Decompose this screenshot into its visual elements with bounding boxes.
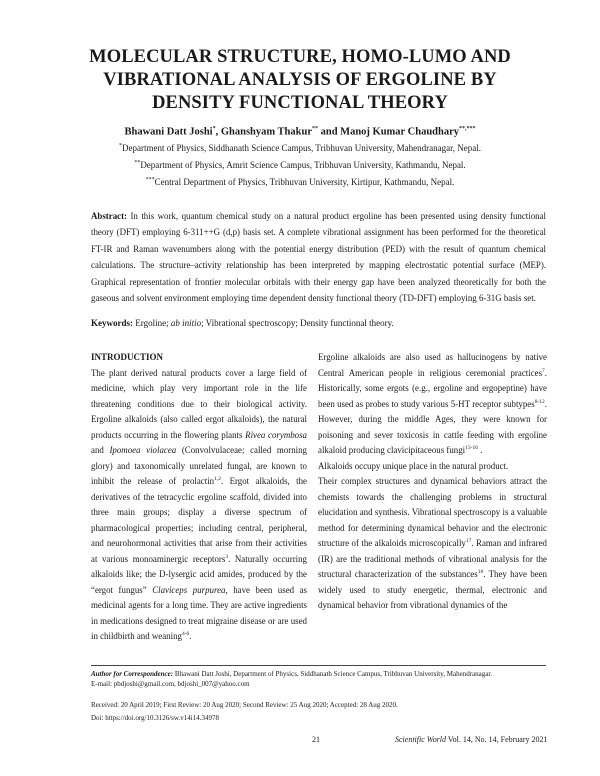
affiliation-mark: **: [134, 160, 141, 166]
correspondence-label: Author for Correspondence:: [91, 670, 174, 678]
affiliation-text: Department of Physics, Siddhanath Science Campus, Tribhuvan University, Mahendranagar, Nepal.: [122, 143, 481, 153]
author-list: [0, 126, 600, 138]
correspondence-note: [91, 670, 551, 679]
column-right: [318, 350, 547, 614]
author-2-mark: **: [311, 126, 318, 132]
correspondence-text: Bhawani Datt Joshi, Department of Physics, Siddhanath Science Campus, Tribhuvan University, Mahendranagar.: [173, 670, 493, 678]
affiliation-text: Department of Physics, Amrit Science Campus, Tribhuvan University, Kathmandu, Nepal.: [140, 160, 466, 170]
affiliation-1: [0, 143, 600, 153]
section-heading: INTRODUCTION: [91, 352, 164, 362]
dates-note: Received: 20 April 2019; First Review: 20 Aug 2020; Second Review: 25 Aug 2020; Accepted: 28 Aug 2020.: [91, 701, 398, 709]
paragraph: Alkaloids occupy unique place in the natural product.: [318, 460, 509, 471]
keywords-label: Keywords:: [91, 318, 133, 328]
author-1-mark: *: [212, 126, 216, 132]
abstract: [91, 208, 546, 306]
page-number: 21: [312, 735, 320, 744]
abstract-label: Abstract:: [91, 211, 127, 221]
affiliation-2: [0, 160, 600, 170]
footnote-divider: [91, 665, 546, 666]
author-separator: and: [317, 126, 341, 138]
affiliation-mark: *: [119, 143, 122, 149]
paragraph: Ergoline alkaloids are also used as hallucinogens by native Central American people in religious ceremonial practices$^7$. Historically, some ergots (e.g., ergoline and ergopeptine) have been used as probes to study various 5-HT receptor subtypes$^{8-12}$. However, during the middle Ages, they were known for poisoning and sever toxicosis in cattle feeding with ergoline alkaloid producing clavicipitaceous fungi$^{13-16}$ .: [318, 352, 547, 455]
keywords-text: ; Vibrational spectroscopy; Density functional theory.: [201, 318, 394, 328]
author-3-mark: **,***: [459, 126, 476, 132]
journal-info: [395, 735, 548, 744]
column-left: [91, 350, 307, 645]
affiliation-mark: ***: [145, 177, 155, 183]
journal-name: Scientific World: [395, 735, 447, 744]
keywords-italic: ab initio: [170, 318, 202, 328]
affiliation-3: [0, 177, 600, 187]
author-separator: ,: [215, 126, 221, 138]
keywords: [91, 318, 546, 328]
paragraph: Their complex structures and dynamical behaviors attract the chemists towards the challenging problems in structural elucidation and synthesis. Vibrational spectroscopy is a valuable method for determining dynamical behavior and the electronic structure of the alkaloids microscopically$^{17}$. Raman and infrared (IR) are the traditional methods of vibrational analysis for the structural characterization of the substances$^{18}$. They have been widely used to study energetic, thermal, electronic and dynamical behavior from vibrational dynamics of the: [318, 476, 547, 610]
journal-issue: Vol. 14, No. 14, February 2021: [446, 735, 548, 744]
doi-note: Doi: https://doi.org/10.3126/sw.v14i14.34978: [91, 714, 219, 722]
paper-title: [60, 46, 540, 115]
title-line-3: DENSITY FUNCTIONAL THEORY: [152, 93, 448, 113]
email-note: E-mail: pbdjoshi@gmail.com, bdjoshi_007@yahoo.com: [91, 680, 250, 688]
affiliation-text: Central Department of Physics, Tribhuvan University, Kirtipur, Kathmandu, Nepal.: [154, 177, 455, 187]
abstract-text: In this work, quantum chemical study on a natural product ergoline has been presented using density functional theory (DFT) employing 6-311++G (d,p) basis set. A complete vibrational assignment has been performed for the theoretical FT-IR and Raman wavenumbers along with the potential energy distribution (PED) with the result of quantum chemical calculations. The structure–activity relationship has been interpreted by mapping electrostatic potential surface (MEP). Graphical representation of frontier molecular orbitals with their energy gap have been analyzed theoretically for both the gaseous and solvent environment employing time dependent density functional theory (TD-DFT) employing 6-31G basis set.: [91, 211, 546, 304]
title-line-2: VIBRATIONAL ANALYSIS OF ERGOLINE BY: [103, 70, 497, 90]
title-line-1: MOLECULAR STRUCTURE, HOMO-LUMO AND: [89, 47, 511, 67]
keywords-text: Ergoline;: [133, 318, 171, 328]
author-2: Ghanshyam Thakur: [220, 126, 312, 138]
author-1: Bhawani Datt Joshi: [124, 126, 213, 138]
author-3: Manoj Kumar Chaudhary: [340, 126, 459, 138]
paragraph: The plant derived natural products cover a large field of medicine, which play very important role in the life threatening conditions due to their biological activity. Ergoline alkaloids (also called ergot alkaloids), the natural products occurring in the flowering plants Rivea corymbosa and Ipomoea violacea (Convolvulaceae; called morning glory) and taxonomically unrelated fungal, are known to inhibit the release of prolactin$^{1,2}$. Ergot alkaloids, the derivatives of the tetracyclic ergoline scaffold, divided into three main groups; display a diverse spectrum of pharmacological properties; including central, peripheral, and neurohormonal activities that arise from their activities at various monoaminergic receptors$^3$. Naturally occurring alkaloids like; the D-lysergic acid amides, produced by the “ergot fungus” Claviceps purpurea, have been used as medicinal agents for a long time. They are active ingredients in medications designed to treat migraine disease or are used in childbirth and weaning$^{4-6}$.: [91, 367, 308, 641]
